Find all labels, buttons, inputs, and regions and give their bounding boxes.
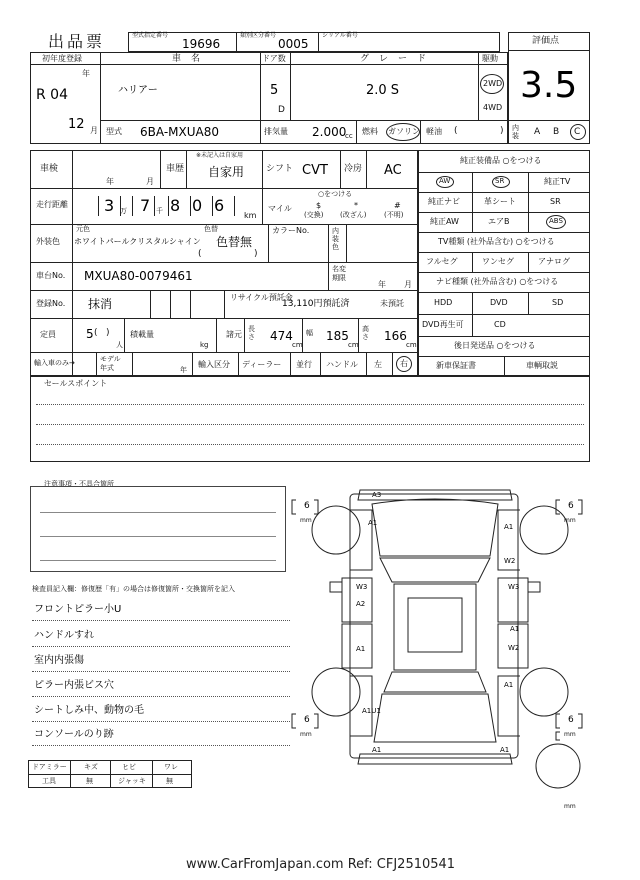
tire-depth-rear-right: 6 bbox=[568, 715, 574, 725]
drive-label: 駆動 bbox=[482, 54, 498, 63]
nav-dvd-play: DVD再生可 bbox=[422, 320, 464, 329]
notes-label: 注意事項・不具合箇所 bbox=[44, 480, 114, 488]
chassis-value: MXUA80-0079461 bbox=[84, 269, 193, 283]
later-warranty: 新車保証書 bbox=[436, 361, 476, 370]
color-label: 外装色 bbox=[36, 237, 60, 246]
doors-value: 5 bbox=[270, 83, 279, 98]
specs-table bbox=[30, 150, 418, 376]
nav-title: ナビ種類 (社外品含む) ○をつける bbox=[436, 277, 559, 286]
equip-title: 純正装備品 ○をつける bbox=[460, 156, 542, 165]
capacity-label: 定員 bbox=[40, 330, 56, 339]
type-cert-label: 型式指定番号 bbox=[132, 32, 169, 39]
car-name-label: 車名 bbox=[172, 54, 211, 64]
damage-mark: A3 bbox=[372, 491, 382, 499]
mile-label: マイル bbox=[268, 204, 292, 213]
rear-left-wheel bbox=[312, 668, 360, 716]
equip-airbag: エアB bbox=[488, 217, 510, 226]
color-no-label: カラーNo. bbox=[272, 226, 310, 235]
reg-label: 登録No. bbox=[36, 299, 66, 308]
damage-mark: W3 bbox=[356, 583, 368, 591]
damage-mark: A1 bbox=[372, 746, 382, 754]
displacement-unit: cc bbox=[345, 132, 353, 140]
import-label: 輸入車のみ→ bbox=[34, 359, 75, 367]
odometer-digit: 7 bbox=[140, 196, 151, 215]
roof bbox=[394, 584, 476, 670]
meter-unknown: (不明) bbox=[384, 211, 404, 219]
later-manual: 車輌取説 bbox=[526, 361, 558, 370]
recycle-label: リサイクル預託金 bbox=[230, 293, 293, 302]
load-label: 積載量 bbox=[130, 330, 154, 339]
page-title: 出品票 bbox=[48, 32, 106, 51]
left-rear-fender bbox=[350, 676, 372, 736]
tv-oneseg: ワンセグ bbox=[482, 257, 514, 266]
left-label: 左 bbox=[374, 360, 382, 369]
doors-type: D bbox=[278, 105, 285, 115]
category-label: 類別区分番号 bbox=[240, 32, 277, 39]
color-change-value: 色替無 bbox=[216, 235, 253, 249]
spare-wheel bbox=[536, 744, 580, 788]
light-oil-label: 軽油 bbox=[426, 127, 442, 136]
width-value: 185 bbox=[326, 329, 349, 343]
right-mirror bbox=[528, 582, 540, 592]
equip-sr2: SR bbox=[550, 197, 561, 206]
interior-label: 内装 bbox=[512, 124, 519, 140]
damage-mark: A1 bbox=[356, 645, 366, 653]
equip-leather: 革シート bbox=[484, 197, 516, 206]
recycle-value: 13,110円預託済 bbox=[282, 299, 350, 309]
inspector-line: ハンドルすれ bbox=[34, 630, 94, 641]
inspector-label: 検査員記入欄：修復歴「有」の場合は修復箇所・交換箇所を記入 bbox=[32, 585, 235, 593]
inspector-line: コンソールのり跡 bbox=[34, 729, 114, 740]
tv-title: TV種類 (社外品含む) ○をつける bbox=[438, 237, 555, 246]
model-label: 型式 bbox=[106, 127, 122, 136]
meter-tampered: (改ざん) bbox=[340, 211, 367, 219]
odometer-digit: 0 bbox=[192, 196, 203, 215]
shaken-label: 車検 bbox=[40, 164, 59, 174]
displacement-value: 2.000 bbox=[312, 125, 347, 139]
doors-label: ドア数 bbox=[262, 54, 286, 63]
color-value: ホワイトパールクリスタルシャイン bbox=[74, 237, 201, 246]
spare-tire-mm: mm bbox=[564, 803, 576, 810]
car-damage-diagram bbox=[290, 486, 590, 812]
damage-mark: W2 bbox=[508, 644, 520, 652]
first-reg-label: 初年度登録 bbox=[42, 54, 82, 63]
equip-tv: 純正TV bbox=[544, 177, 571, 186]
damage-mark: A2 bbox=[356, 600, 366, 608]
front-right-wheel bbox=[520, 506, 568, 554]
usage-value: 自家用 bbox=[208, 165, 245, 179]
car-name-value: ハリアー bbox=[118, 85, 158, 96]
dealer-label: ディーラー bbox=[242, 360, 282, 369]
trunk bbox=[374, 694, 496, 742]
inspector-line: 室内内張傷 bbox=[34, 655, 84, 666]
inspector-line: ピラー内張ビス穴 bbox=[34, 680, 114, 691]
damage-mark: A1 bbox=[510, 625, 520, 633]
later-title: 後日発送品 ○をつける bbox=[454, 341, 536, 350]
odometer-digit: 3 bbox=[104, 196, 115, 215]
model-value: 6BA-MXUA80 bbox=[140, 125, 219, 139]
usage-note: ※未記入は自家用 bbox=[196, 152, 244, 159]
first-reg-month: 12 bbox=[68, 117, 85, 132]
nav-sd: SD bbox=[552, 298, 564, 307]
equip-aw2: 純正AW bbox=[430, 217, 459, 226]
sunroof bbox=[408, 598, 462, 652]
odometer-digit: 8 bbox=[170, 196, 181, 215]
capacity-value: 5 bbox=[86, 327, 94, 341]
inspector-line: シートしみ中、動物の毛 bbox=[34, 705, 144, 716]
right-label: 右 bbox=[400, 359, 408, 368]
damage-mark: A1 bbox=[504, 681, 514, 689]
tire-depth-rear-left: 6 bbox=[304, 715, 310, 725]
color-orig-label: 元色 bbox=[76, 225, 90, 233]
equip-aw: AW bbox=[439, 177, 451, 185]
equip-navi: 純正ナビ bbox=[428, 197, 460, 206]
aircon-label: 冷房 bbox=[344, 164, 363, 174]
equip-sr: SR bbox=[495, 177, 505, 185]
month-suffix: 月 bbox=[90, 126, 98, 135]
hood bbox=[372, 499, 498, 556]
damage-mark: A1 bbox=[500, 746, 510, 754]
drive-2wd: 2WD bbox=[483, 79, 503, 88]
grade-value: 2.0 S bbox=[366, 83, 400, 98]
tire-depth-front-left: 6 bbox=[304, 501, 310, 511]
aircon-value: AC bbox=[384, 163, 402, 178]
interior-b: B bbox=[553, 127, 560, 137]
nav-hdd: HDD bbox=[434, 298, 453, 307]
fuel-label: 燃料 bbox=[362, 127, 378, 136]
sales-points-box bbox=[30, 376, 590, 462]
model-year-label: モデル年式 bbox=[100, 355, 121, 372]
odometer: 3 万 7 千 8 0 6 bbox=[104, 196, 225, 215]
left-mirror bbox=[330, 582, 342, 592]
rear-right-wheel bbox=[520, 668, 568, 716]
sales-label: セールスポイント bbox=[44, 379, 108, 388]
nav-cd: CD bbox=[494, 320, 506, 329]
recycle-unpaid: 未預託 bbox=[380, 299, 404, 308]
displacement-label: 排気量 bbox=[264, 127, 288, 136]
nav-dvd: DVD bbox=[490, 298, 508, 307]
usage-label: 車歴 bbox=[166, 164, 185, 174]
damage-mark: A1U1 bbox=[362, 707, 381, 715]
damage-mark: W2 bbox=[504, 557, 516, 565]
car-body-outline bbox=[350, 491, 518, 758]
shift-label: シフト bbox=[266, 164, 294, 174]
chassis-label: 車台No. bbox=[36, 271, 66, 280]
first-reg-era: R 04 bbox=[36, 87, 68, 103]
meter-note: ○をつける bbox=[318, 190, 353, 198]
drive-4wd: 4WD bbox=[483, 103, 503, 112]
tv-fullseg: フルセグ bbox=[426, 257, 458, 266]
handle-label: ハンドル bbox=[326, 360, 358, 369]
meter-exchange: (交換) bbox=[304, 211, 324, 219]
inspector-line: フロントピラー小U bbox=[34, 604, 122, 615]
interior-color-label: 内装色 bbox=[332, 227, 339, 251]
equip-abs: ABS bbox=[549, 217, 563, 225]
score-value: 3.5 bbox=[520, 65, 578, 106]
year-suffix: 年 bbox=[82, 69, 90, 78]
front-left-wheel bbox=[312, 506, 360, 554]
fuel-value: ガソリン bbox=[388, 127, 420, 136]
windshield bbox=[380, 558, 490, 582]
grade-label: グレード bbox=[360, 54, 437, 64]
interior-a: A bbox=[534, 127, 541, 137]
type-cert-value: 19696 bbox=[182, 37, 221, 51]
name-change-label: 名変期限 bbox=[332, 265, 346, 282]
color-change-label: 色替 bbox=[204, 225, 218, 233]
tire-depth-front-right: 6 bbox=[568, 501, 574, 511]
rear-bumper bbox=[358, 754, 512, 764]
damage-mark: A1 bbox=[504, 523, 514, 531]
category-value: 0005 bbox=[278, 37, 309, 51]
rear-window bbox=[384, 672, 486, 692]
damage-mark: A1 bbox=[368, 519, 378, 527]
tv-analog: アナログ bbox=[538, 257, 570, 266]
tire-bracket bbox=[292, 500, 296, 514]
damage-mark: W3 bbox=[508, 583, 520, 591]
mileage-label: 走行距離 bbox=[36, 200, 68, 209]
parallel-label: 並行 bbox=[296, 360, 312, 369]
serial-label: シリアル番号 bbox=[322, 32, 358, 39]
length-value: 474 bbox=[270, 329, 293, 343]
watermark: www.CarFromJapan.com Ref: CFJ2510541 bbox=[186, 857, 456, 872]
height-value: 166 bbox=[384, 329, 407, 343]
import-type-label: 輸入区分 bbox=[198, 360, 230, 369]
shift-value: CVT bbox=[302, 163, 328, 178]
reg-value: 抹消 bbox=[88, 297, 113, 311]
interior-c: C bbox=[574, 127, 581, 137]
dims-label: 諸元 bbox=[226, 330, 242, 339]
odometer-digit: 6 bbox=[214, 196, 225, 215]
score-label: 評価点 bbox=[532, 36, 560, 46]
